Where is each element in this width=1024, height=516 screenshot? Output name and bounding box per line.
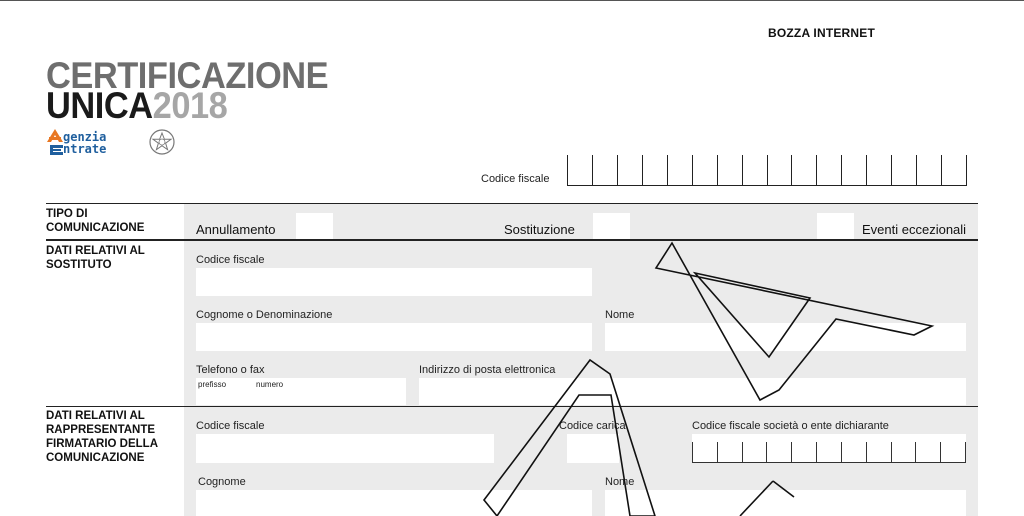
sostituto-email-label: Indirizzo di posta elettronica: [419, 364, 556, 376]
dati-sostituto-title: DATI RELATIVI AL SOSTITUTO: [46, 245, 145, 271]
draft-label: BOZZA INTERNET: [768, 26, 876, 40]
rappresentante-codice-fiscale-label: Codice fiscale: [196, 420, 265, 432]
rappresentante-nome-label: Nome: [605, 476, 635, 488]
prefisso-label: prefisso: [198, 380, 227, 389]
dati-rappresentante-title: DATI RELATIVI AL RAPPRESENTANTE FIRMATARIO DELLA COMUNICAZIONE: [46, 410, 158, 464]
sostituto-cognome-label: Cognome o Denominazione: [196, 309, 333, 321]
logo-title-line1: CERTIFICAZIONE: [46, 55, 329, 96]
tipo-comunicazione-title: TIPO DI COMUNICAZIONE: [46, 208, 145, 234]
rappresentante-cognome-label: Cognome: [198, 476, 246, 488]
numero-label: numero: [256, 380, 284, 389]
logo-word: UNICA: [46, 85, 153, 126]
option-sostituzione-label: Sostituzione: [504, 222, 575, 237]
sostituto-telefono-label: Telefono o fax: [196, 364, 265, 376]
header-codice-fiscale-label: Codice fiscale: [481, 173, 550, 185]
agency-name-line1: genzia: [63, 130, 107, 144]
logo-year: 2018: [152, 85, 228, 126]
agency-name-line2: ntrate: [63, 142, 107, 156]
codice-fiscale-societa-label: Codice fiscale società o ente dichiarante: [692, 420, 889, 432]
watermark-letter-a-outline-lower: [484, 360, 655, 516]
option-annullamento-label: Annullamento: [196, 222, 276, 237]
codice-carica-label: Codice carica: [559, 420, 626, 432]
sostituto-nome-label: Nome: [605, 309, 635, 321]
sostituto-codice-fiscale-label: Codice fiscale: [196, 254, 265, 266]
watermark-letter-a-outline: [656, 243, 932, 400]
option-eventi-eccezionali-label: Eventi eccezionali: [862, 222, 967, 237]
watermark-letter-fragment: [740, 481, 794, 516]
